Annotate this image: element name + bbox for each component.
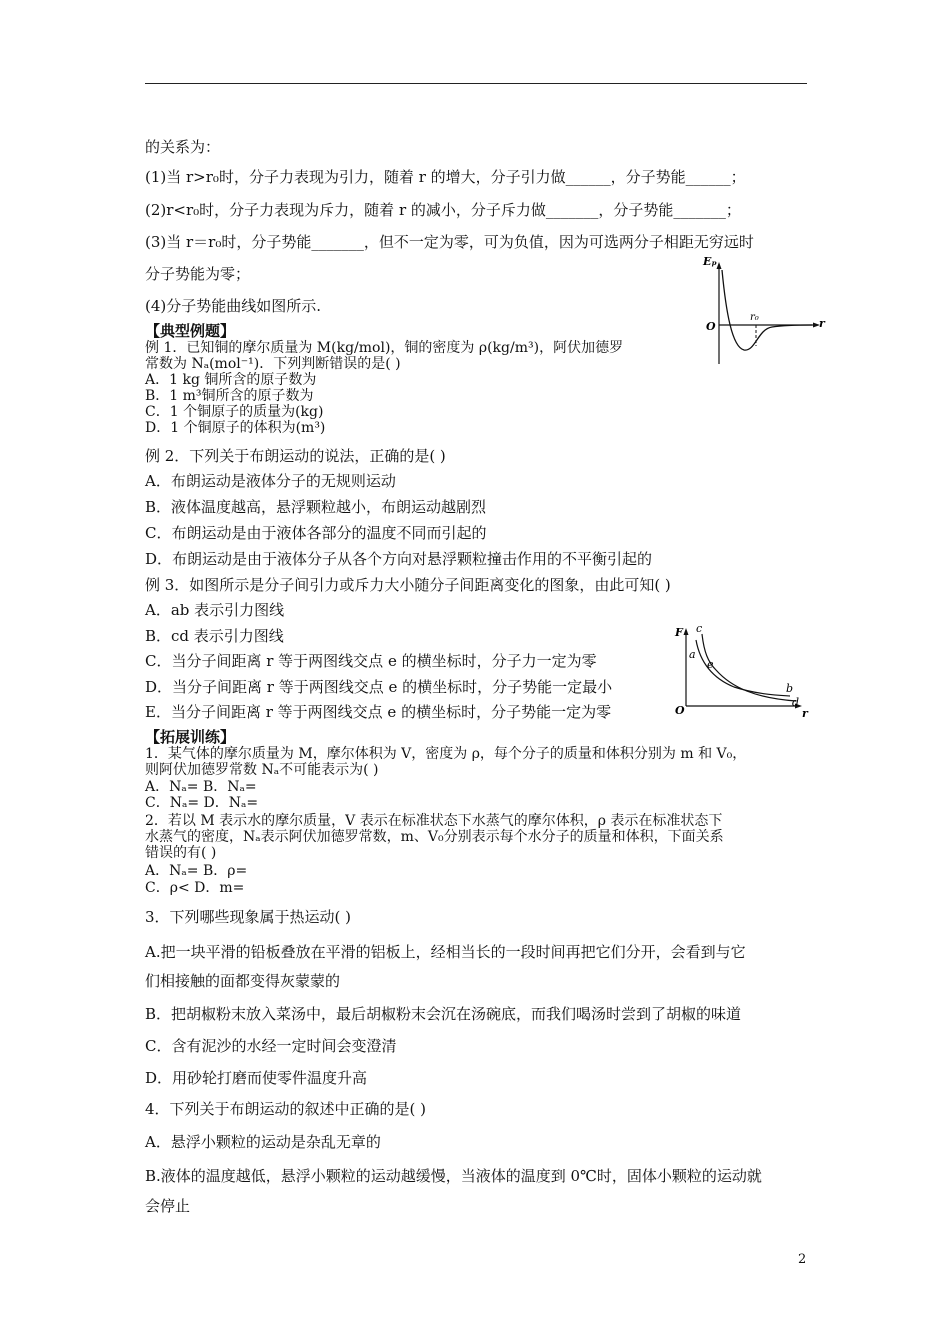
item-3-cont: 分子势能为零； [145, 265, 251, 283]
t1-option: A．Nₐ= B．Nₐ= [145, 779, 257, 795]
ex3-option: B．cd 表示引力图线 [145, 627, 284, 645]
ex3-question: 例 3．如图所示是分子间引力或斥力大小随分子间距离变化的图象，由此可知( ) [145, 576, 671, 594]
ex1-option: D．1 个铜原子的体积为(m³) [145, 420, 326, 436]
ep-r0-label: r₀ [750, 312, 759, 323]
ex1-option: A．1 kg 铜所含的原子数为 [145, 372, 317, 388]
ex1-option: C．1 个铜原子的质量为(kg) [145, 404, 324, 420]
item-4: (4)分子势能曲线如图所示. [145, 297, 322, 315]
item-2: (2)r<r₀时，分子力表现为斥力，随着 r 的减小，分子斥力做_______，分子势能_______； [145, 201, 741, 219]
t2-option: C．ρ< D．m= [145, 880, 245, 896]
ex2-option: C．布朗运动是由于液体各部分的温度不同而引起的 [145, 524, 487, 542]
ex3-option: E．当分子间距离 r 等于两图线交点 e 的横坐标时，分子势能一定为零 [145, 703, 612, 721]
ep-xlabel: r [819, 317, 825, 330]
section-title-training: 【拓展训练】 [145, 728, 236, 746]
ex1-line: 常数为 Nₐ(mol⁻¹)．下列判断错误的是( ) [145, 356, 401, 372]
t3-option: B．把胡椒粉末放入菜汤中，最后胡椒粉末会沉在汤碗底，而我们喝汤时尝到了胡椒的味道 [145, 1005, 742, 1023]
t3-option-cont: 们相接触的面都变得灰蒙蒙的 [145, 972, 341, 990]
t3-option: D．用砂轮打磨而使零件温度升高 [145, 1069, 368, 1087]
t2-line: 水蒸气的密度，Nₐ表示阿伏加德罗常数，m、V₀分别表示每个水分子的质量和体积，下面关系 [145, 829, 724, 845]
t3-option: A.把一块平滑的铅板叠放在平滑的铝板上，经相当长的一段时间再把它们分开，会看到与它 [145, 943, 746, 961]
t3-question: 3．下列哪些现象属于热运动( ) [145, 908, 352, 926]
intro-text: 的关系为： [145, 138, 221, 156]
item-3: (3)当 r＝r₀时，分子势能_______，但不一定为零，可为负值，因为可选两分子相距无穷远时 [145, 233, 754, 251]
t1-option: C．Nₐ= D．Nₐ= [145, 795, 259, 811]
t4-option: A．悬浮小颗粒的运动是杂乱无章的 [145, 1133, 381, 1151]
label-c: c [696, 622, 703, 635]
t2-line: 错误的有( ) [145, 845, 217, 861]
ep-ylabel: Eₚ [703, 255, 717, 268]
t3-option: C．含有泥沙的水经一定时间会变澄清 [145, 1037, 397, 1055]
f-xlabel: r [802, 707, 808, 720]
ep-origin: O [706, 320, 716, 333]
label-e: e [707, 658, 714, 671]
label-d: d [792, 696, 800, 709]
ex2-option: A．布朗运动是液体分子的无规则运动 [145, 472, 396, 490]
page-number: 2 [798, 1252, 807, 1267]
ex3-option: A．ab 表示引力图线 [145, 601, 285, 619]
potential-energy-figure [700, 252, 830, 370]
ex1-option: B．1 m³铜所含的原子数为 [145, 388, 314, 404]
section-title-examples: 【典型例题】 [145, 322, 236, 340]
t2-option: A．Nₐ= B．ρ= [145, 863, 248, 879]
t4-question: 4．下列关于布朗运动的叙述中正确的是( ) [145, 1100, 427, 1118]
t4-option-cont: 会停止 [145, 1197, 191, 1215]
ex2-option: B．液体温度越高，悬浮颗粒越小，布朗运动越剧烈 [145, 498, 487, 516]
t4-option: B.液体的温度越低，悬浮小颗粒的运动越缓慢，当液体的温度到 0℃时，固体小颗粒的运动就 [145, 1167, 762, 1185]
f-origin: O [675, 704, 685, 717]
t1-line: 1．某气体的摩尔质量为 M，摩尔体积为 V，密度为 ρ，每个分子的质量和体积分别为 m 和 V₀， [145, 746, 747, 762]
ex2-option: D．布朗运动是由于液体分子从各个方向对悬浮颗粒撞击作用的不平衡引起的 [145, 550, 653, 568]
force-figure [672, 622, 812, 720]
ex3-option: D．当分子间距离 r 等于两图线交点 e 的横坐标时，分子势能一定最小 [145, 678, 613, 696]
t2-line: 2．若以 M 表示水的摩尔质量，V 表示在标准状态下水蒸气的摩尔体积，ρ 表示在标准状态下 [145, 813, 723, 829]
ex3-option: C．当分子间距离 r 等于两图线交点 e 的横坐标时，分子力一定为零 [145, 652, 597, 670]
ep-curve [722, 270, 812, 350]
ex1-line: 例 1．已知铜的摩尔质量为 M(kg/mol)，铜的密度为 ρ(kg/m³)，阿伏加德罗 [145, 340, 624, 356]
t1-line: 则阿伏加德罗常数 Nₐ不可能表示为( ) [145, 762, 379, 778]
header-rule [145, 83, 807, 84]
f-ylabel: F [675, 626, 683, 639]
label-a: a [689, 648, 696, 661]
label-b: b [786, 682, 794, 695]
ex2-question: 例 2．下列关于布朗运动的说法，正确的是( ) [145, 447, 446, 465]
ep-y-arrow [717, 262, 722, 269]
f-y-arrow [684, 628, 689, 635]
item-1: (1)当 r>r₀时，分子力表现为引力，随着 r 的增大，分子引力做______，分子势能______； [145, 168, 746, 186]
